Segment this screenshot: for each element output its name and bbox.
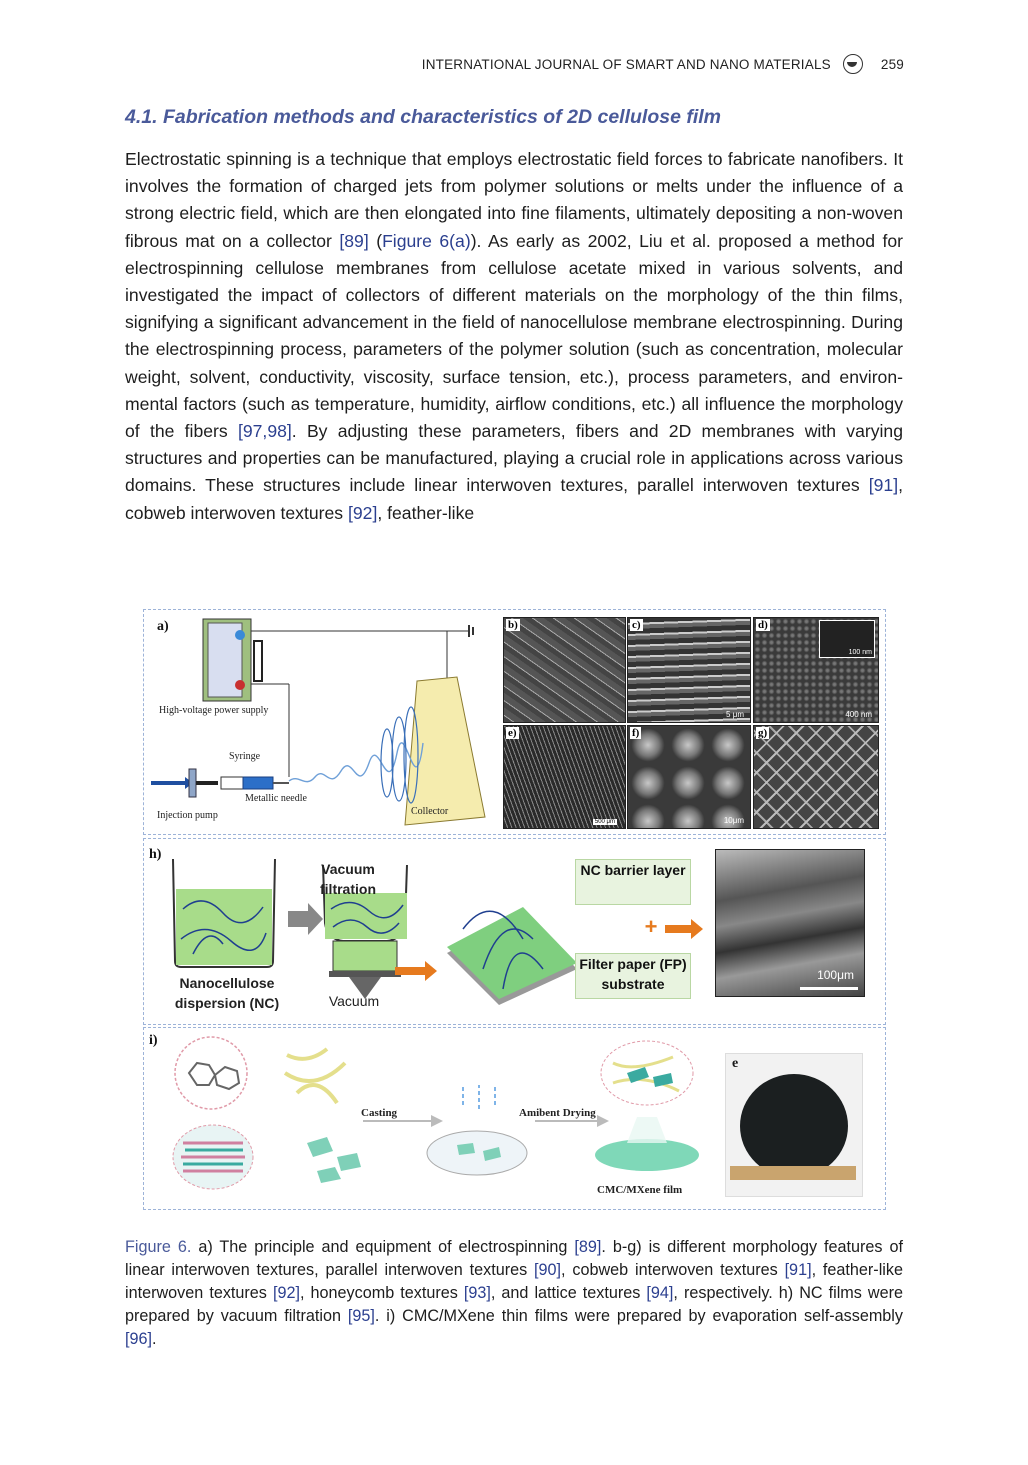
sem-image-linear bbox=[503, 617, 626, 723]
panel-h-label: h) bbox=[149, 847, 162, 862]
sem-image-lattice bbox=[753, 725, 879, 829]
page-number: 259 bbox=[880, 56, 904, 72]
panel-c-label: c) bbox=[632, 619, 641, 631]
panel-a-label: a) bbox=[157, 619, 169, 634]
citation-link[interactable]: [96] bbox=[125, 1330, 153, 1348]
caption-label: Figure 6. bbox=[125, 1238, 192, 1256]
citation-link[interactable]: [92] bbox=[272, 1284, 300, 1302]
body-text-run: Electrostatic spinning is a technique that employs electrostatic field forces to fabricate nanofibers. It involves the formation of charged jets from polymer solutions or melts under the influence of a strong electric field, which are then elongated into fine filaments, ultimately depositing a non-woven fibrous mat on a collector bbox=[125, 149, 903, 251]
body-text-run: ). As early as 2002, Liu et al. proposed a method for electrospinning cellulose membranes from cellulose acetate mixed in various solvents, and investigated the impact of collectors of different materials on the morphology of the thin films, signifying a significant advancement in the field of nanocellulose membrane electrospinning. During the electrospinning process, parameters of the polymer solution (such as concentration, molecular weight, solvent, conductivity, viscosity, surface tension, etc.), process parameters, and environmental factors (such as temperature, humidity, airflow conditions, etc.) all influence the morphology of the fibers bbox=[125, 230, 904, 442]
caption-text-run: , respectively. h) NC films were prepared by vacuum filtration bbox=[125, 1284, 904, 1325]
scale-bar-label: 100μm bbox=[817, 968, 854, 982]
citation-link[interactable]: [95] bbox=[347, 1307, 375, 1325]
citation-link[interactable]: [94] bbox=[646, 1284, 674, 1302]
sem-image-parallel bbox=[627, 617, 751, 723]
running-header bbox=[422, 54, 904, 74]
power-supply-label: High-voltage power supply bbox=[159, 705, 269, 716]
journal-title: INTERNATIONAL JOURNAL OF SMART AND NANO MATERIALS bbox=[421, 56, 831, 72]
scale-bar bbox=[800, 987, 858, 990]
nc-barrier-box: NC barrier layer bbox=[575, 859, 691, 905]
film-label: CMC/MXene film bbox=[597, 1184, 683, 1196]
body-text-run: ( bbox=[368, 230, 383, 251]
caption-text-run: . i) CMC/MXene thin films were prepared by evaporation self-assembly bbox=[374, 1307, 903, 1325]
citation-link[interactable]: [91] bbox=[868, 475, 899, 496]
citation-link[interactable]: [97,98] bbox=[237, 421, 292, 442]
photo-label: e bbox=[732, 1056, 739, 1071]
section-heading: 4.1. Fabrication methods and characteristics of 2D cellulose film bbox=[125, 106, 722, 128]
ruler bbox=[730, 1166, 856, 1180]
citation-link[interactable]: [93] bbox=[463, 1284, 491, 1302]
caption-text-run: . bbox=[152, 1330, 157, 1348]
sem-inset: 100 nm bbox=[819, 620, 875, 658]
collector-label: Collector bbox=[411, 806, 449, 817]
publisher-logo-icon bbox=[843, 54, 863, 74]
caption-text-run: , honeycomb textures bbox=[299, 1284, 464, 1302]
vacuum-filtration-label: Vacuum filtration bbox=[320, 861, 376, 897]
sem-image-honeycomb bbox=[627, 725, 751, 829]
citation-link[interactable]: [89] bbox=[574, 1238, 602, 1256]
electrospinning-schematic bbox=[147, 613, 499, 831]
panel-b-label: b) bbox=[508, 619, 518, 631]
sem-image-feather bbox=[503, 725, 626, 829]
caption-text-run: a) The principle and equipment of electrospinning bbox=[191, 1238, 575, 1256]
orange-arrow-icon bbox=[665, 919, 705, 939]
vacuum-label: Vacuum bbox=[328, 993, 380, 1009]
body-text-run: , cobweb interwoven textures bbox=[125, 475, 903, 523]
figure-caption bbox=[125, 1236, 903, 1351]
citation-link[interactable]: [91] bbox=[784, 1261, 812, 1279]
sem-cross-section bbox=[715, 849, 865, 997]
panel-f-label: f) bbox=[632, 727, 640, 739]
panel-g-label: g) bbox=[758, 727, 768, 739]
panel-i-label: i) bbox=[149, 1033, 158, 1048]
panel-d-label: d) bbox=[758, 619, 768, 631]
scale-bar-label: 400 nm bbox=[845, 710, 872, 719]
sem-image-cobweb bbox=[753, 617, 879, 723]
caption-text-run: . b-g) is different morphology features of linear interwoven textures, parallel interwoven textures bbox=[125, 1238, 903, 1279]
citation-link[interactable]: [92] bbox=[347, 502, 378, 523]
drying-label: Amibent Drying bbox=[519, 1107, 596, 1119]
needle-label: Metallic needle bbox=[245, 793, 307, 804]
black-film-disc bbox=[740, 1074, 848, 1178]
scale-bar-label: 5 μm bbox=[726, 710, 744, 719]
citation-link[interactable]: [89] bbox=[339, 230, 369, 251]
cmc-mxene-schematic bbox=[167, 1033, 707, 1203]
body-text-run: . By adjusting these parameters, fibers and 2D membranes with varying structures and properties can be manufactured, playing a crucial role in applications across various domains. These structures include linear interwoven textures, parallel interwoven textures bbox=[125, 421, 903, 496]
body-text-run: , feather-like bbox=[377, 502, 475, 523]
scale-bar-label: 500 μm bbox=[594, 819, 615, 825]
caption-text-run: , and lattice textures bbox=[490, 1284, 647, 1302]
plus-sign: + bbox=[644, 914, 658, 939]
body-paragraph bbox=[125, 146, 903, 527]
filter-paper-box: Filter paper (FP) substrate bbox=[575, 953, 691, 999]
citation-link[interactable]: [90] bbox=[534, 1261, 562, 1279]
figure-link[interactable]: Figure 6(a) bbox=[382, 230, 471, 251]
figure-6 bbox=[143, 609, 886, 1210]
film-photo bbox=[725, 1053, 863, 1197]
pump-label: Injection pump bbox=[157, 810, 218, 821]
scale-bar-label: 10μm bbox=[723, 816, 744, 825]
casting-label: Casting bbox=[361, 1107, 398, 1119]
caption-text-run: , cobweb interwoven textures bbox=[561, 1261, 785, 1279]
nanocellulose-label: Nanocellulose dispersion (NC) bbox=[174, 975, 280, 1011]
syringe-label: Syringe bbox=[229, 751, 261, 762]
caption-text-run: , feather-like interwoven textures bbox=[125, 1261, 903, 1302]
panel-e-label: e) bbox=[508, 727, 517, 739]
